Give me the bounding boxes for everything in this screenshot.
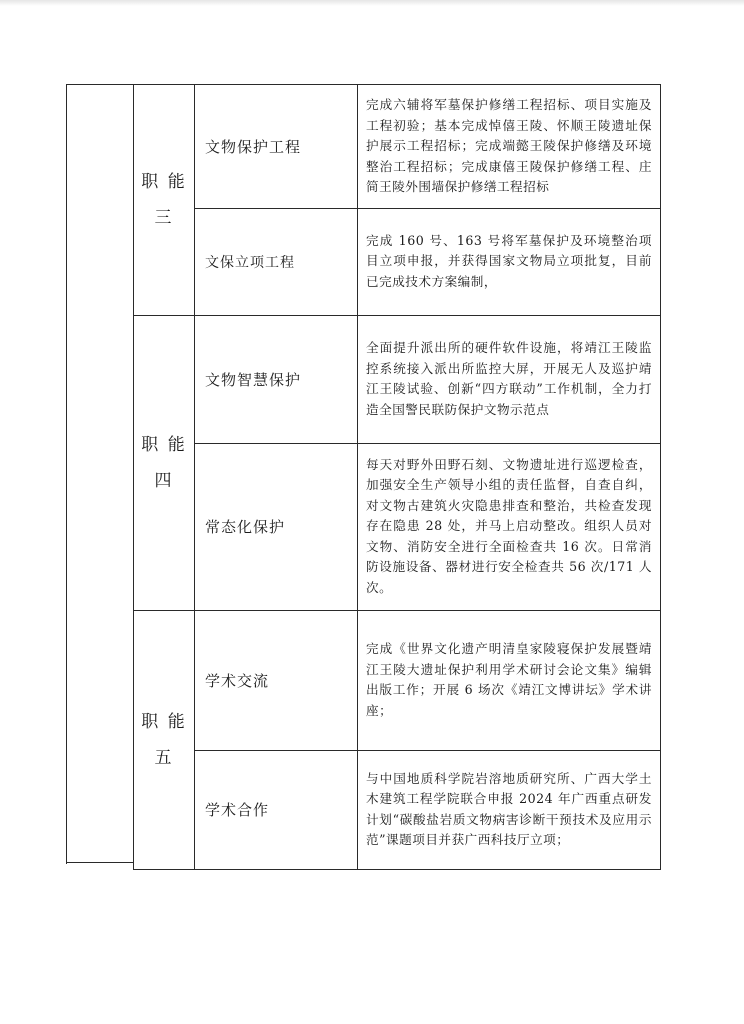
- function-cell-5: [134, 610, 195, 869]
- table-row: [134, 85, 661, 209]
- item-description: 全面提升派出所的硬件软件设施，将靖江王陵监控系统接入派出所监控大屏，开展无人及巡护靖江王陵试验、创新“四方联动”工作机制，全力打造全国警民联防保护文物示范点: [358, 315, 661, 443]
- outer-bottom-border: [66, 862, 134, 863]
- item-description: 完成 160 号、163 号将军墓保护及环境整治项目立项申报，并获得国家文物局立项批复，目前已完成技术方案编制，: [358, 208, 661, 315]
- item-description: 完成六辅将军墓保护修缮工程招标、项目实施及工程初验；基本完成悼僖王陵、怀顺王陵遗址保护展示工程招标；完成端懿王陵保护修缮及环境整治工程招标；完成康僖王陵保护修缮工程、庄简王陵外围墙保护修缮工程招标: [358, 85, 661, 209]
- function-label: 职 能: [141, 171, 187, 192]
- outer-top-border: [66, 84, 134, 85]
- item-name: 文保立项工程: [195, 208, 358, 315]
- table-row: [134, 315, 661, 443]
- item-name: 常态化保护: [195, 443, 358, 610]
- table-row: [134, 443, 661, 610]
- item-name: 学术合作: [195, 750, 358, 869]
- duty-table: [133, 84, 661, 870]
- function-cell-3: [134, 85, 195, 316]
- function-cell-4: [134, 315, 195, 610]
- table-row: [134, 610, 661, 750]
- table-row: [134, 208, 661, 315]
- item-description: 完成《世界文化遗产明清皇家陵寝保护发展暨靖江王陵大遗址保护利用学术研讨会论文集》编辑出版工作；开展 6 场次《靖江文博讲坛》学术讲座；: [358, 610, 661, 750]
- function-number: 三: [154, 207, 174, 228]
- function-label: 职 能: [141, 711, 187, 732]
- scan-edge: [0, 0, 744, 6]
- function-label: 职 能: [141, 434, 187, 455]
- function-number: 五: [154, 747, 174, 768]
- item-name: 文物保护工程: [195, 85, 358, 209]
- outer-left-border: [66, 84, 67, 864]
- table-row: [134, 750, 661, 869]
- item-description: 与中国地质科学院岩溶地质研究所、广西大学土木建筑工程学院联合申报 2024 年广西重点研发计划“碳酸盐岩质文物病害诊断干预技术及应用示范”课题项目并获广西科技厅立项；: [358, 750, 661, 869]
- item-name: 学术交流: [195, 610, 358, 750]
- item-description: 每天对野外田野石刻、文物遗址进行巡逻检查，加强安全生产领导小组的责任监督，自查自纠，对文物古建筑火灾隐患排查和整治，共检查发现存在隐患 28 处，并马上启动整改。组织人员对文物、消防安全进行全面检查共 16 次。日常消防设施设备、器材进行安全检查共 56 次/171 人次。: [358, 443, 661, 610]
- item-name: 文物智慧保护: [195, 315, 358, 443]
- function-number: 四: [154, 470, 174, 491]
